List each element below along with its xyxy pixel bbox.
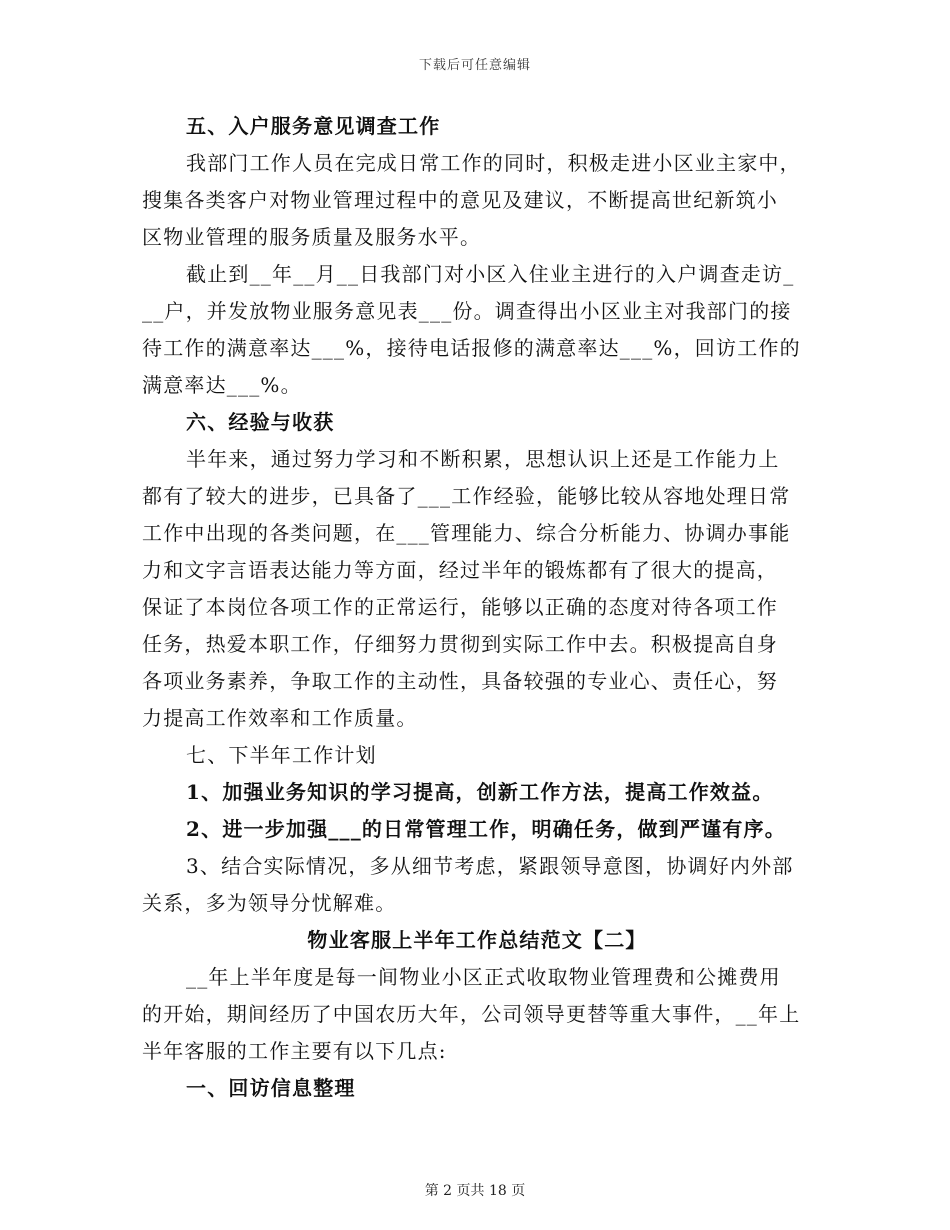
paragraph-line: 保证了本岗位各项工作的正常运行，能够以正确的态度对待各项工作 xyxy=(142,595,778,619)
article-title: 物业客服上半年工作总结范文【二】 xyxy=(307,928,647,952)
section-heading-7: 七、下半年工作计划 xyxy=(186,743,377,767)
plan-item-1: 1、加强业务知识的学习提高，创新工作方法，提高工作效益。 xyxy=(186,780,774,804)
section-heading-6: 六、经验与收获 xyxy=(186,410,335,434)
document-body xyxy=(142,108,812,1107)
plan-item-2: 2、进一步加强___的日常管理工作，明确任务，做到严谨有序。 xyxy=(186,817,786,841)
paragraph-line: 半年客服的工作主要有以下几点: xyxy=(142,1039,447,1063)
section-heading-5: 五、入户服务意见调查工作 xyxy=(186,114,441,138)
paragraph-line: 我部门工作人员在完成日常工作的同时，积极走进小区业主家中， xyxy=(186,151,801,175)
paragraph-line: 的开始，期间经历了中国农历大年，公司领导更替等重大事件，__年上 xyxy=(142,1002,801,1026)
paragraph-line: 力和文字言语表达能力等方面，经过半年的锻炼都有了很大的提高， xyxy=(142,558,778,582)
paragraph-line: __年上半年度是每一间物业小区正式收取物业管理费和公摊费用 xyxy=(186,965,781,989)
paragraph-line: 满意率达___%。 xyxy=(142,373,302,397)
paragraph-line: 都有了较大的进步，已具备了___工作经验，能够比较从容地处理日常 xyxy=(142,484,791,508)
paragraph-line: 区物业管理的服务质量及服务水平。 xyxy=(142,225,482,249)
paragraph-line: 工作中出现的各类问题，在___管理能力、综合分析能力、协调办事能 xyxy=(142,521,791,545)
paragraph-line: 任务，热爱本职工作，仔细努力贯彻到实际工作中去。积极提高自身 xyxy=(142,632,778,656)
paragraph-line: 截止到__年__月__日我部门对小区入住业主进行的入户调查走访_ xyxy=(186,262,795,286)
paragraph-line: 待工作的满意率达___%，接待电话报修的满意率达___%，回访工作的 xyxy=(142,336,801,360)
paragraph-line: 半年来，通过努力学习和不断积累，思想认识上还是工作能力上 xyxy=(186,447,780,471)
paragraph-line: __户，并发放物业服务意见表___份。调查得出小区业主对我部门的接 xyxy=(142,299,792,323)
paragraph-line: 搜集各类客户对物业管理过程中的意见及建议，不断提高世纪新筑小 xyxy=(142,188,778,212)
plan-item-3: 3、结合实际情况，多从细节考虑，紧跟领导意图，协调好内外部 xyxy=(186,854,794,878)
paragraph-line: 力提高工作效率和工作质量。 xyxy=(142,706,418,730)
page-number-footer: 第 2 页共 18 页 xyxy=(424,1183,526,1199)
paragraph-line: 各项业务素养，争取工作的主动性，具备较强的专业心、责任心，努 xyxy=(142,669,778,693)
section-heading-1: 一、回访信息整理 xyxy=(186,1076,356,1100)
paragraph-line: 关系，多为领导分忧解难。 xyxy=(142,891,397,915)
page-header-note: 下载后可任意编辑 xyxy=(418,58,531,73)
